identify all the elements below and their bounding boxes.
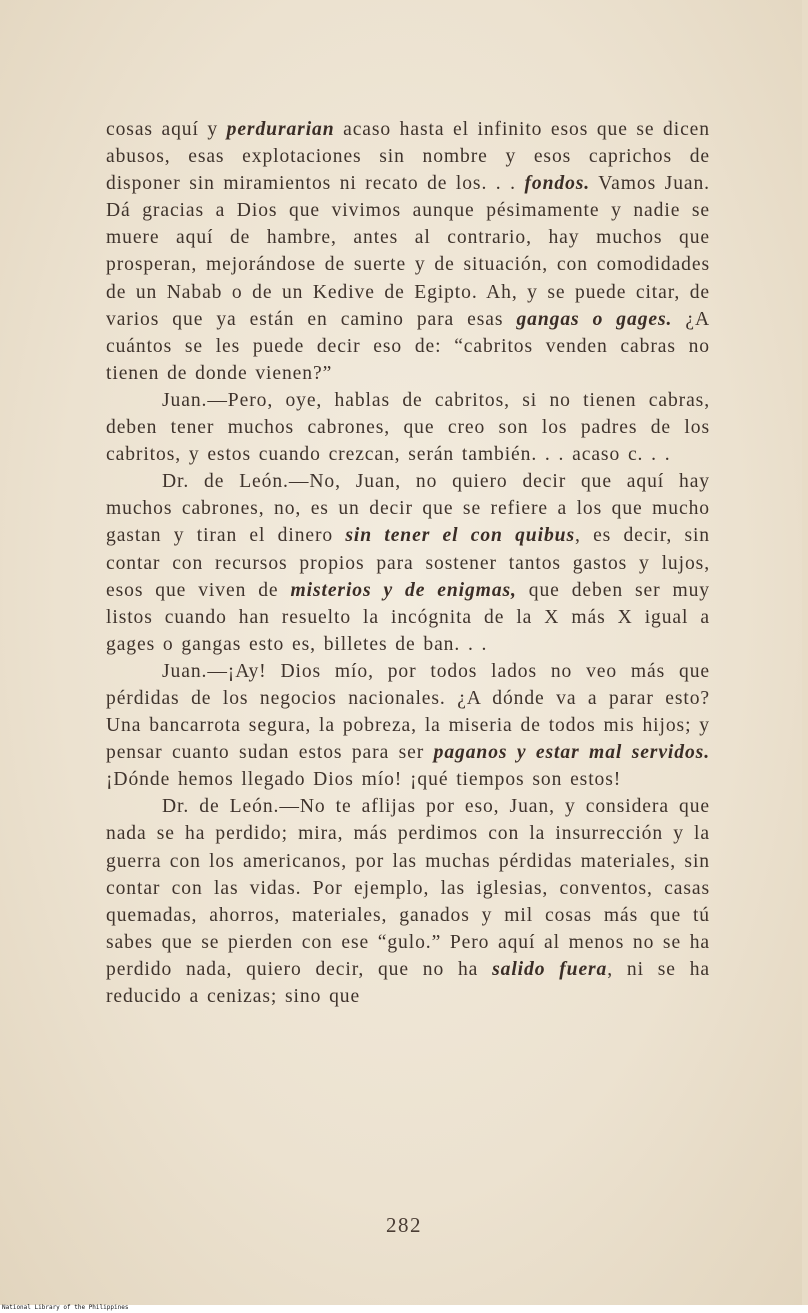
text-run: , es decir, sin contar con recursos propios para sostener tantos gastos y lujos, esos que viven de [106,525,711,601]
italic-run: fondos. [524,173,591,195]
text-run: que deben ser muy listos cuando han resuelto la incógnita de la X más X igual a gages o gangas esto es, billetes de ban. . . [106,579,710,655]
text-run: cosas aquí y [106,119,227,140]
paragraph [106,468,710,658]
body-text [106,116,710,1010]
text-run: , ni se ha reducido a cenizas; sino que [106,958,710,1007]
italic-run: gangas o gages. [516,308,673,330]
paragraph [106,387,710,468]
italic-run: paganos y estar mal servidos. [433,742,710,764]
paragraph [106,658,710,793]
italic-run: salido fuera [492,958,608,980]
text-run: ¡Dónde hemos llegado Dios mío! ¡qué tiempos son estos! [106,769,622,791]
italic-run: misterios y de enigmas, [290,579,517,601]
footer-bar [0,1305,808,1313]
italic-run: perdurarian [226,119,335,140]
page-number: 282 [386,1213,422,1237]
text-run: Dr. de León.—No te aflijas por eso, Juan, y considera que nada se ha perdido; mira, más perdimos con la insurrección y la guerra con los americanos, por las muchas pérdidas materiales, sin contar con las vidas. Por ejemplo, las iglesias, conventos, casas quemadas, ahorros, materiales, ganados y mil cosas más que tú sabes que se pierden con ese “gulo.” Pero aquí al menos no se ha perdido nada, quiero decir, que no ha [106,796,710,980]
text-run: Vamos Juan. Dá gracias a Dios que vivimos aunque pésimamente y nadie se muere aquí de hambre, antes al contrario, hay muchos que prosperan, mejorándose de suerte y de situación, con comodidades de un Nabab o de un Kedive de Egipto. Ah, y se puede citar, de varios que ya están en camino para esas [106,173,710,330]
text-run: Juan.—Pero, oye, hablas de cabritos, si no tienen cabras, deben tener muchos cabrones, que creo son los padres de los cabritos, y estos cuando crezcan, serán también. . . acaso c. . . [106,389,710,466]
paragraph [106,116,710,387]
paragraph [106,793,710,1010]
text-run: ¿A cuántos se les puede decir eso de: “cabritos venden cabras no tienen de donde vienen?” [106,308,710,384]
italic-run: sin tener el con quibus [345,525,575,547]
text-run: Dr. de León.—No, Juan, no quiero decir que aquí hay muchos cabrones, no, es un decir que se refiere a los que mucho gastan y tiran el dinero [106,471,710,547]
footer-credit: National Library of the Philippines [2,1304,129,1311]
text-run: Juan.—¡Ay! Dios mío, por todos lados no veo más que pérdidas de los negocios nacionales. ¿A dónde va a parar esto? Una bancarrota segura, la pobreza, la miseria de todos mis hijos; y pensar cuanto sudan estos para ser [106,660,710,764]
text-run: acaso hasta el infinito esos que se dicen abusos, esas explotaciones sin nombre y esos caprichos de disponer sin miramientos ni recato de los. . . [106,119,710,195]
